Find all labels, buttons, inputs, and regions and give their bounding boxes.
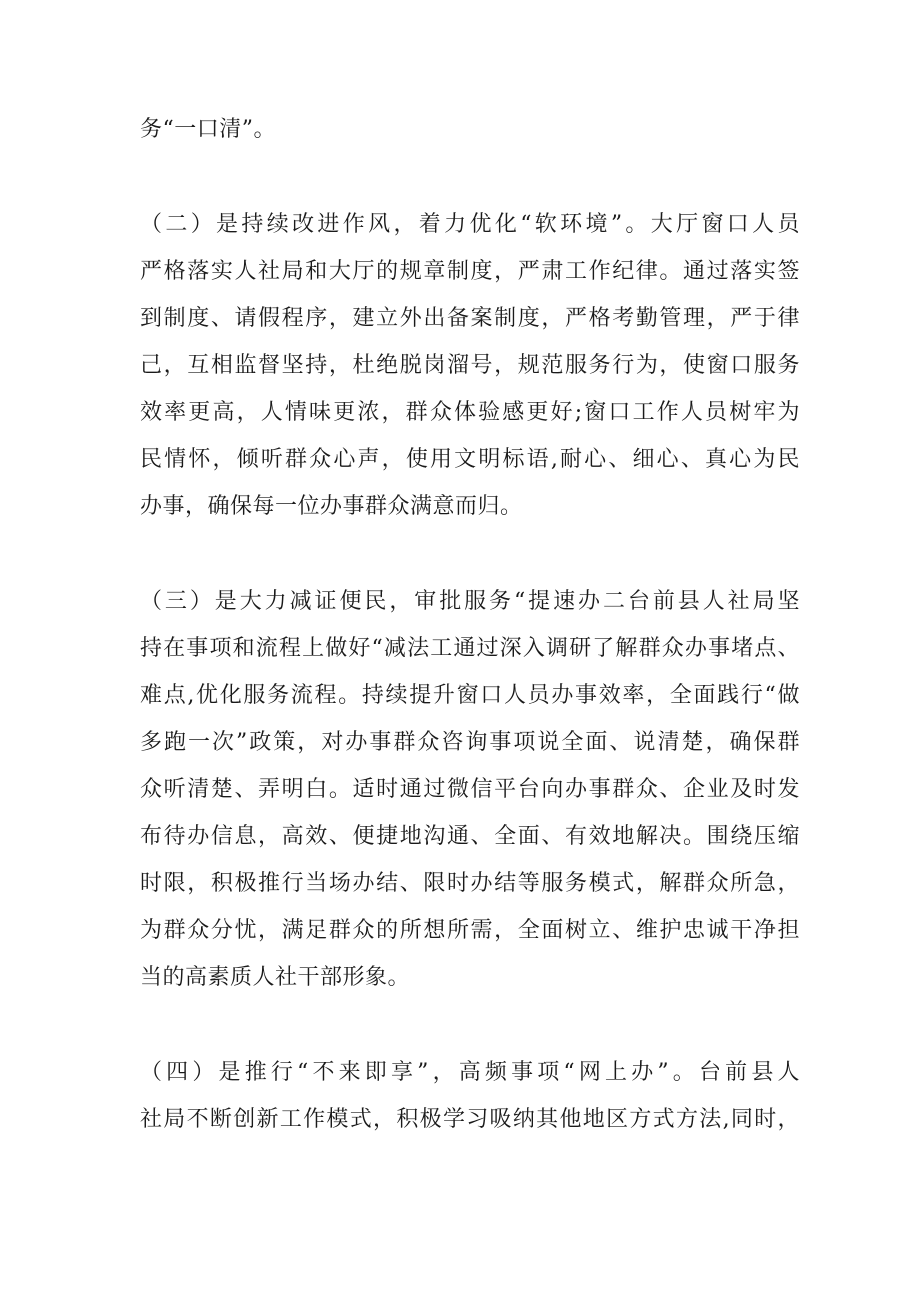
section3-line-5: 众听清楚、弄明白。适时通过微信平台向办事群众、企业及时发 [140, 777, 800, 802]
section3-line-9: 当的高素质人社干部形象。 [140, 965, 411, 990]
section3-line-3: 难点,优化服务流程。持续提升窗口人员办事效率，全面践行“做 [140, 683, 800, 708]
section3-line-4: 多跑一次”政策，对办事群众咨询事项说全面、说清楚，确保群 [140, 730, 800, 755]
section4-line-1: （四）是推行“不来即享”，高频事项“网上办”。台前县人 [140, 1060, 800, 1085]
section2-line-6: 民情怀，倾听群众心声，使用文明标语,耐心、细心、真心为民 [140, 447, 800, 472]
section3-line-8: 为群众分忧，满足群众的所想所需，全面树立、维护忠诚干净担 [140, 918, 800, 943]
section3-line-6: 布待办信息，高效、便捷地沟通、全面、有效地解决。围绕压缩 [140, 824, 800, 849]
section3-line-7: 时限，积极推行当场办结、限时办结等服务模式，解群众所急， [140, 871, 800, 896]
section2-line-1: （二）是持续改进作风，着力优化“软环境”。大厅窗口人员 [140, 212, 800, 237]
section4-line-2: 社局不断创新工作模式，积极学习吸纳其他地区方式方法,同时， [140, 1107, 800, 1132]
section2-line-3: 到制度、请假程序，建立外出备案制度，严格考勤管理，严于律 [140, 306, 800, 331]
section2-line-7: 办事，确保每一位办事群众满意而归。 [140, 494, 523, 519]
section2-line-5: 效率更高，人情味更浓，群众体验感更好;窗口工作人员树牢为 [140, 400, 800, 425]
section3-line-1: （三）是大力减证便民，审批服务“提速办二台前县人社局坚 [140, 589, 800, 614]
section2-line-4: 己，互相监督坚持，杜绝脱岗溜号，规范服务行为，使窗口服务 [140, 353, 800, 378]
intro-line-1: 务“一口清”。 [140, 117, 276, 142]
section3-line-2: 持在事项和流程上做好“减法工通过深入调研了解群众办事堵点、 [140, 636, 800, 661]
section2-line-2: 严格落实人社局和大厅的规章制度，严肃工作纪律。通过落实签 [140, 259, 800, 284]
